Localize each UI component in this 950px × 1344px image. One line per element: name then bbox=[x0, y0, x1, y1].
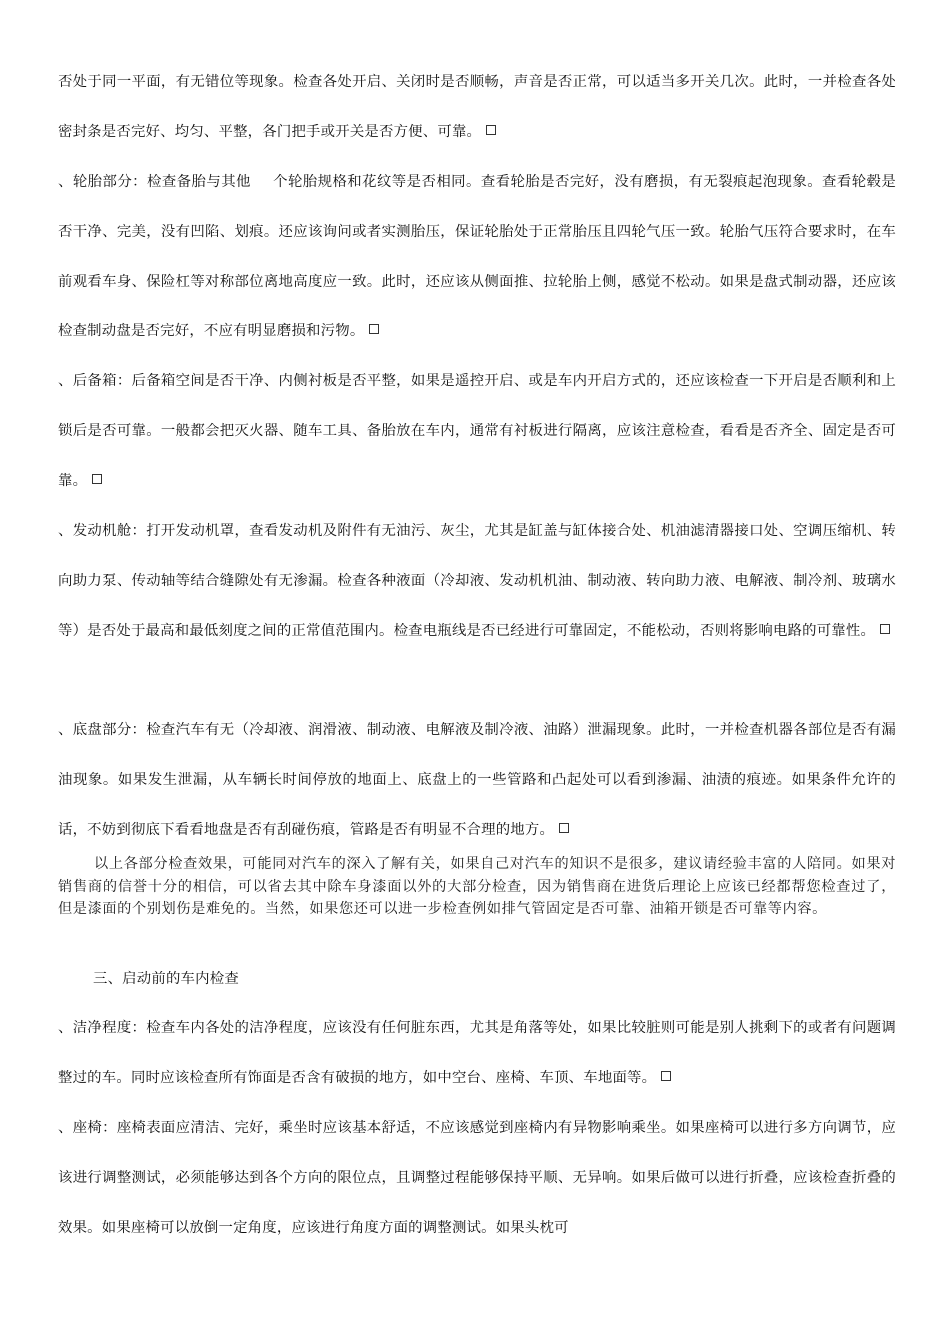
paragraph-text: 、后备箱：后备箱空间是否干净、内侧衬板是否平整，如果是遥控开启、或是车内开启方式的，还应该检查一下开启是否顺利和上锁后是否可靠。一般都会把灭火器、随车工具、备胎放在车内，通常有衬板进行隔离，应该注意检查，看看是否齐全、固定是否可靠。 bbox=[58, 373, 896, 489]
paragraph-cleanliness bbox=[58, 1004, 896, 1104]
paragraph-mark-icon bbox=[486, 125, 496, 135]
paragraph-doors-seals bbox=[58, 58, 896, 158]
paragraph-seats: 、座椅：座椅表面应清洁、完好，乘坐时应该基本舒适，不应该感觉到座椅内有异物影响乘坐。如果座椅可以进行多方向调节，应该进行调整测试，必须能够达到各个方向的限位点，且调整过程能够保持平顺、无异响。如果后做可以进行折叠，应该检查折叠的效果。如果座椅可以放倒一定角度，应该进行角度方面的调整测试。如果头枕可 bbox=[58, 1120, 896, 1236]
summary-note: 以上各部分检查效果，可能同对汽车的深入了解有关，如果自己对汽车的知识不是很多，建议请经验丰富的人陪同。如果对销售商的信誉十分的相信，可以省去其中除车身漆面以外的大部分检查，因为销售商在进货后理论上应该已经都帮您检查过了，但是漆面的个别划伤是难免的。当然，如果您还可以进一步检查例如排气管固定是否可靠、油箱开锁是否可靠等内容。 bbox=[58, 856, 896, 917]
paragraph-mark-icon bbox=[880, 624, 890, 634]
paragraph-engine-bay bbox=[58, 507, 896, 656]
paragraph-mark-icon bbox=[559, 823, 569, 833]
paragraph-text: 、发动机舱：打开发动机罩，查看发动机及附件有无油污、灰尘，尤其是缸盖与缸体接合处、机油滤清器接口处、空调压缩机、转向助力泵、传动轴等结合缝隙处有无渗漏。检查各种液面（冷却液、发动机机油、制动液、转向助力液、电解液、制冷剂、玻璃水等）是否处于最高和最低刻度之间的正常值范围内。检查电瓶线是否已经进行可靠固定，不能松动，否则将影响电路的可靠性。 bbox=[58, 523, 896, 639]
paragraph-mark-icon bbox=[661, 1071, 671, 1081]
paragraph-mark-icon bbox=[369, 324, 379, 334]
paragraph-chassis bbox=[58, 706, 896, 855]
paragraph-text-rest: 个轮胎规格和花纹等是否相同。查看轮胎是否完好，没有磨损，有无裂痕起泡现象。查看轮毂是否干净、完美，没有凹陷、划痕。还应该询问或者实测胎压，保证轮胎处于正常胎压且四轮气压一致。轮胎气压符合要求时，在车前观看车身、保险杠等对称部位离地高度应一致。此时，还应该从侧面推、拉轮胎上侧，感觉不松动。如果是盘式制动器，还应该检查制动盘是否完好，不应有明显磨损和污物。 bbox=[58, 174, 896, 340]
section-heading: 三、启动前的车内检查 bbox=[93, 971, 239, 987]
paragraph-text: 、洁净程度：检查车内各处的洁净程度，应该没有任何脏东西，尤其是角落等处，如果比较脏则可能是别人挑剩下的或者有问题调整过的车。同时应该检查所有饰面是否含有破损的地方，如中空台、座椅、车顶、车地面等。 bbox=[58, 1020, 896, 1086]
paragraph-text: 、底盘部分：检查汽车有无（冷却液、润滑液、制动液、电解液及制冷液、油路）泄漏现象。此时，一并检查机器各部位是否有漏油现象。如果发生泄漏，从车辆长时间停放的地面上、底盘上的一些管路和凸起处可以看到渗漏、油渍的痕迹。如果条件允许的话，不妨到彻底下看看地盘是否有刮碰伤痕，管路是否有明显不合理的地方。 bbox=[58, 722, 896, 838]
paragraph-trunk bbox=[58, 357, 896, 506]
paragraph-tires bbox=[58, 158, 896, 357]
paragraph-text: 否处于同一平面，有无错位等现象。检查各处开启、关闭时是否顺畅，声音是否正常，可以适当多开关几次。此时，一并检查各处密封条是否完好、均匀、平整，各门把手或开关是否方便、可靠。 bbox=[58, 74, 896, 140]
paragraph-text-start: 、轮胎部分：检查备胎与其他 bbox=[58, 174, 251, 190]
paragraph-mark-icon bbox=[92, 474, 102, 484]
